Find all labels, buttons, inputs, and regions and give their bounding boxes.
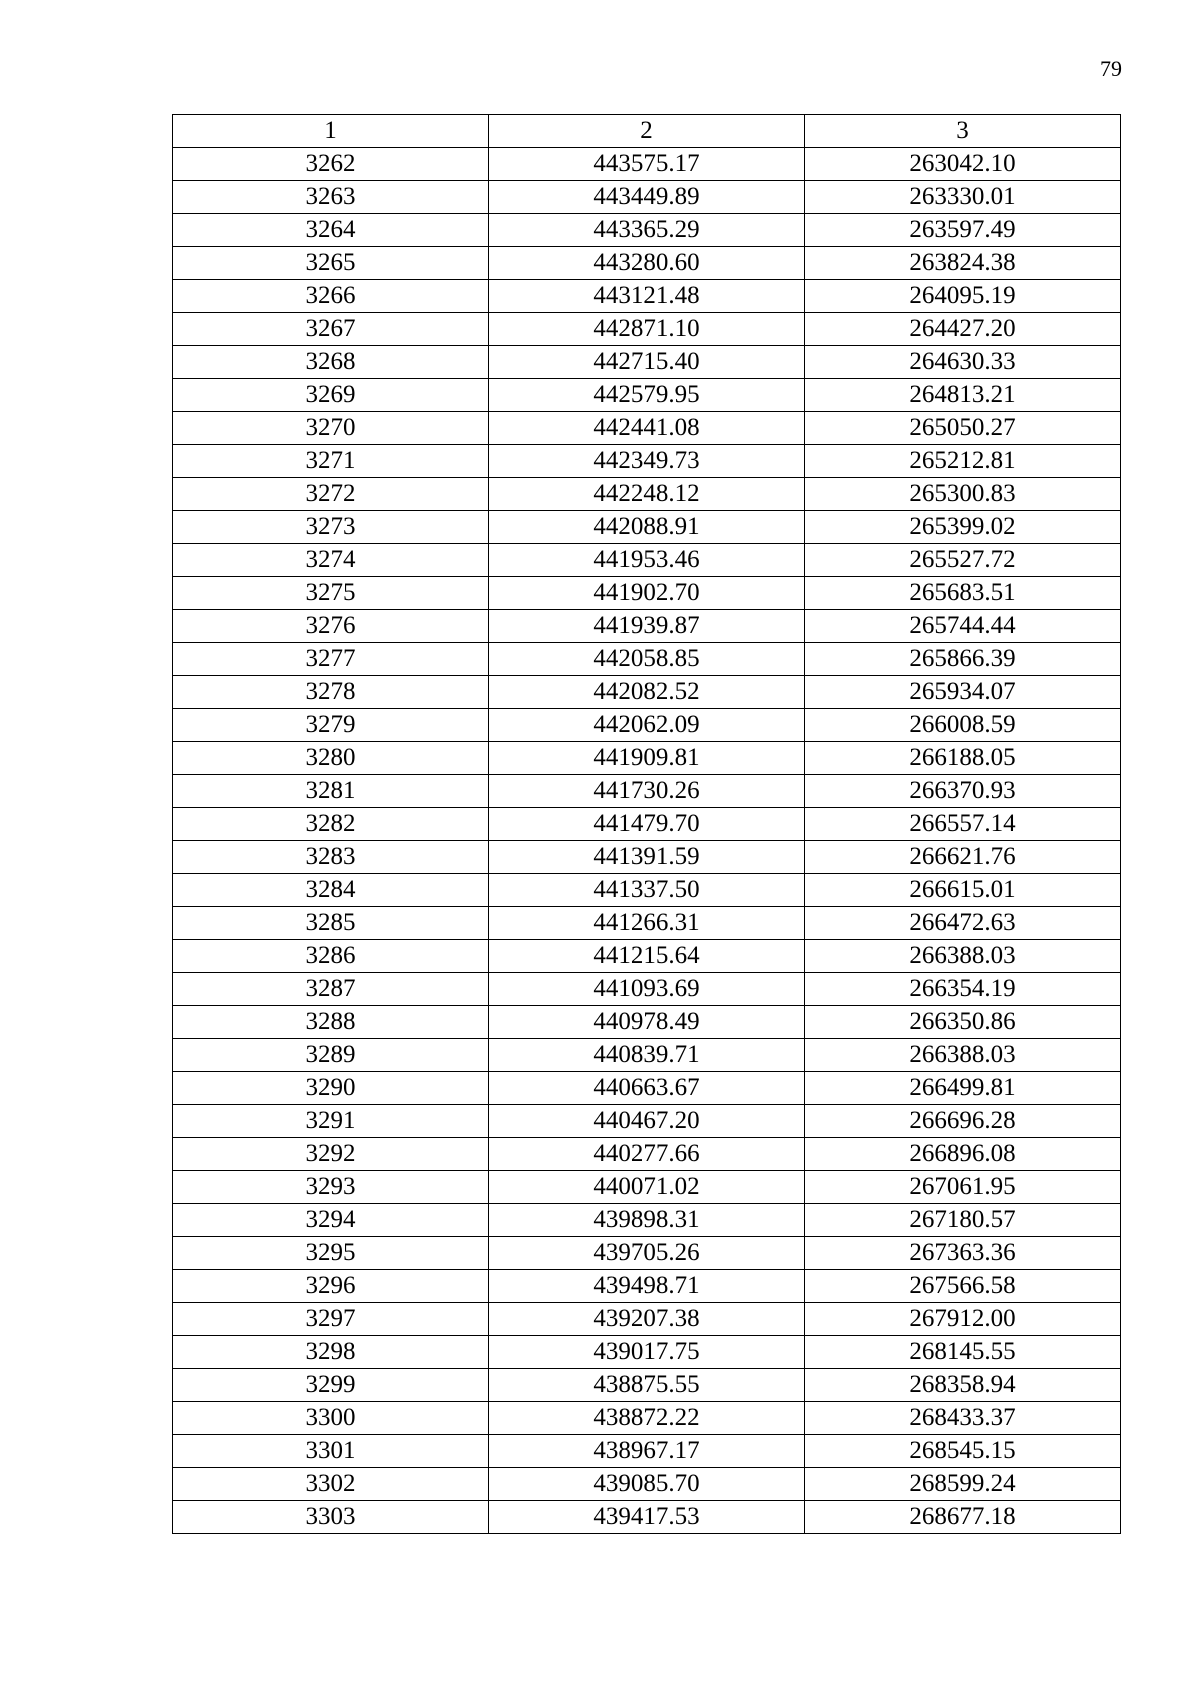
table-row — [173, 907, 1121, 940]
table-cell: 265744.44 — [805, 610, 1121, 643]
table-body — [173, 148, 1121, 1534]
table-cell: 442871.10 — [489, 313, 805, 346]
table-cell: 439705.26 — [489, 1237, 805, 1270]
table-cell: 3268 — [173, 346, 489, 379]
table-cell: 268145.55 — [805, 1336, 1121, 1369]
table-cell: 441391.59 — [489, 841, 805, 874]
table-row — [173, 1237, 1121, 1270]
table-cell: 267061.95 — [805, 1171, 1121, 1204]
table-row — [173, 1369, 1121, 1402]
table-row — [173, 1039, 1121, 1072]
table-cell: 266615.01 — [805, 874, 1121, 907]
table-cell: 442248.12 — [489, 478, 805, 511]
table-row — [173, 1468, 1121, 1501]
table-row — [173, 148, 1121, 181]
table-cell: 266354.19 — [805, 973, 1121, 1006]
table-row — [173, 610, 1121, 643]
table-cell: 3264 — [173, 214, 489, 247]
table-cell: 3267 — [173, 313, 489, 346]
table-row — [173, 511, 1121, 544]
page-number: 79 — [1100, 56, 1122, 81]
table-row — [173, 1336, 1121, 1369]
column-header: 2 — [489, 115, 805, 148]
table-row — [173, 214, 1121, 247]
table-cell: 442062.09 — [489, 709, 805, 742]
table-cell: 267566.58 — [805, 1270, 1121, 1303]
table-cell: 440663.67 — [489, 1072, 805, 1105]
table-cell: 3276 — [173, 610, 489, 643]
table-cell: 268545.15 — [805, 1435, 1121, 1468]
table-cell: 3290 — [173, 1072, 489, 1105]
table-cell: 439498.71 — [489, 1270, 805, 1303]
table-cell: 3280 — [173, 742, 489, 775]
table-cell: 3279 — [173, 709, 489, 742]
table-cell: 3303 — [173, 1501, 489, 1534]
table-cell: 3281 — [173, 775, 489, 808]
table-cell: 443280.60 — [489, 247, 805, 280]
table-cell: 3266 — [173, 280, 489, 313]
table-cell: 438872.22 — [489, 1402, 805, 1435]
table-cell: 441939.87 — [489, 610, 805, 643]
table-row — [173, 1072, 1121, 1105]
table-row — [173, 775, 1121, 808]
table-row — [173, 1303, 1121, 1336]
table-row — [173, 742, 1121, 775]
table-cell: 3299 — [173, 1369, 489, 1402]
table-cell: 3282 — [173, 808, 489, 841]
table-cell: 441909.81 — [489, 742, 805, 775]
table-cell: 443121.48 — [489, 280, 805, 313]
table-row — [173, 1138, 1121, 1171]
table-cell: 3285 — [173, 907, 489, 940]
table-cell: 263824.38 — [805, 247, 1121, 280]
table-cell: 265527.72 — [805, 544, 1121, 577]
table-row — [173, 412, 1121, 445]
table-row — [173, 973, 1121, 1006]
table-cell: 442441.08 — [489, 412, 805, 445]
table-row — [173, 445, 1121, 478]
table-cell: 265050.27 — [805, 412, 1121, 445]
table-cell: 442082.52 — [489, 676, 805, 709]
table-cell: 439898.31 — [489, 1204, 805, 1237]
table-row — [173, 1435, 1121, 1468]
table-cell: 268677.18 — [805, 1501, 1121, 1534]
table-cell: 3278 — [173, 676, 489, 709]
table-cell: 265300.83 — [805, 478, 1121, 511]
column-header: 3 — [805, 115, 1121, 148]
table-cell: 266388.03 — [805, 940, 1121, 973]
table-cell: 3292 — [173, 1138, 489, 1171]
table-row — [173, 1171, 1121, 1204]
table-cell: 441902.70 — [489, 577, 805, 610]
table-cell: 3300 — [173, 1402, 489, 1435]
table-row — [173, 280, 1121, 313]
table-row — [173, 247, 1121, 280]
table-cell: 441479.70 — [489, 808, 805, 841]
table-row — [173, 940, 1121, 973]
table-cell: 265934.07 — [805, 676, 1121, 709]
table-cell: 265399.02 — [805, 511, 1121, 544]
table-cell: 265212.81 — [805, 445, 1121, 478]
table-cell: 268358.94 — [805, 1369, 1121, 1402]
table-cell: 263042.10 — [805, 148, 1121, 181]
table-cell: 441266.31 — [489, 907, 805, 940]
table-cell: 441337.50 — [489, 874, 805, 907]
table-cell: 442088.91 — [489, 511, 805, 544]
table-cell: 267912.00 — [805, 1303, 1121, 1336]
table-cell: 442579.95 — [489, 379, 805, 412]
table-cell: 441953.46 — [489, 544, 805, 577]
table-cell: 3289 — [173, 1039, 489, 1072]
table-cell: 3291 — [173, 1105, 489, 1138]
table-cell: 268599.24 — [805, 1468, 1121, 1501]
table-cell: 264427.20 — [805, 313, 1121, 346]
table-cell: 3294 — [173, 1204, 489, 1237]
table-cell: 3297 — [173, 1303, 489, 1336]
table-cell: 266472.63 — [805, 907, 1121, 940]
table-cell: 441093.69 — [489, 973, 805, 1006]
table-cell: 439017.75 — [489, 1336, 805, 1369]
table-cell: 265866.39 — [805, 643, 1121, 676]
table-cell: 266557.14 — [805, 808, 1121, 841]
table-cell: 266370.93 — [805, 775, 1121, 808]
table-cell: 263330.01 — [805, 181, 1121, 214]
table-row — [173, 1501, 1121, 1534]
table-cell: 441730.26 — [489, 775, 805, 808]
table-cell: 3262 — [173, 148, 489, 181]
table-cell: 3301 — [173, 1435, 489, 1468]
table-cell: 443365.29 — [489, 214, 805, 247]
table-cell: 3271 — [173, 445, 489, 478]
table-row — [173, 643, 1121, 676]
table-cell: 3284 — [173, 874, 489, 907]
table-cell: 438967.17 — [489, 1435, 805, 1468]
table-cell: 443449.89 — [489, 181, 805, 214]
coordinates-table — [172, 114, 1121, 1534]
table-cell: 3295 — [173, 1237, 489, 1270]
table-cell: 264630.33 — [805, 346, 1121, 379]
table-row — [173, 1006, 1121, 1039]
table-cell: 3293 — [173, 1171, 489, 1204]
table-cell: 3272 — [173, 478, 489, 511]
table-cell: 3263 — [173, 181, 489, 214]
column-header: 1 — [173, 115, 489, 148]
table-cell: 440978.49 — [489, 1006, 805, 1039]
table-header-row — [173, 115, 1121, 148]
table-cell: 3296 — [173, 1270, 489, 1303]
table-cell: 266896.08 — [805, 1138, 1121, 1171]
table-cell: 264095.19 — [805, 280, 1121, 313]
table-cell: 265683.51 — [805, 577, 1121, 610]
table-cell: 267363.36 — [805, 1237, 1121, 1270]
table-row — [173, 1270, 1121, 1303]
table-cell: 3275 — [173, 577, 489, 610]
table-row — [173, 1105, 1121, 1138]
table-cell: 442058.85 — [489, 643, 805, 676]
table-cell: 3286 — [173, 940, 489, 973]
table-row — [173, 808, 1121, 841]
table-cell: 3298 — [173, 1336, 489, 1369]
table-cell: 439085.70 — [489, 1468, 805, 1501]
table-cell: 267180.57 — [805, 1204, 1121, 1237]
table-cell: 440839.71 — [489, 1039, 805, 1072]
table-row — [173, 181, 1121, 214]
table-cell: 3283 — [173, 841, 489, 874]
table-row — [173, 676, 1121, 709]
table-cell: 266621.76 — [805, 841, 1121, 874]
table-cell: 440467.20 — [489, 1105, 805, 1138]
table-row — [173, 313, 1121, 346]
table-cell: 439207.38 — [489, 1303, 805, 1336]
table-cell: 266499.81 — [805, 1072, 1121, 1105]
table-cell: 3287 — [173, 973, 489, 1006]
table-cell: 268433.37 — [805, 1402, 1121, 1435]
table-cell: 3265 — [173, 247, 489, 280]
table-row — [173, 544, 1121, 577]
table-row — [173, 874, 1121, 907]
table-cell: 440277.66 — [489, 1138, 805, 1171]
table-row — [173, 841, 1121, 874]
table-row — [173, 1402, 1121, 1435]
table-cell: 264813.21 — [805, 379, 1121, 412]
table-cell: 266008.59 — [805, 709, 1121, 742]
table-cell: 442349.73 — [489, 445, 805, 478]
table-cell: 266388.03 — [805, 1039, 1121, 1072]
table-cell: 3288 — [173, 1006, 489, 1039]
table-row — [173, 577, 1121, 610]
table-cell: 442715.40 — [489, 346, 805, 379]
table-cell: 439417.53 — [489, 1501, 805, 1534]
table-cell: 266350.86 — [805, 1006, 1121, 1039]
table-row — [173, 346, 1121, 379]
table-cell: 266696.28 — [805, 1105, 1121, 1138]
table-row — [173, 709, 1121, 742]
table-cell: 3302 — [173, 1468, 489, 1501]
table-cell: 438875.55 — [489, 1369, 805, 1402]
table-cell: 266188.05 — [805, 742, 1121, 775]
table-row — [173, 478, 1121, 511]
table-cell: 3269 — [173, 379, 489, 412]
table-cell: 3277 — [173, 643, 489, 676]
table-cell: 263597.49 — [805, 214, 1121, 247]
table-row — [173, 1204, 1121, 1237]
table-cell: 440071.02 — [489, 1171, 805, 1204]
table-cell: 3274 — [173, 544, 489, 577]
table-cell: 443575.17 — [489, 148, 805, 181]
table-cell: 441215.64 — [489, 940, 805, 973]
table-cell: 3270 — [173, 412, 489, 445]
table-row — [173, 379, 1121, 412]
table-cell: 3273 — [173, 511, 489, 544]
